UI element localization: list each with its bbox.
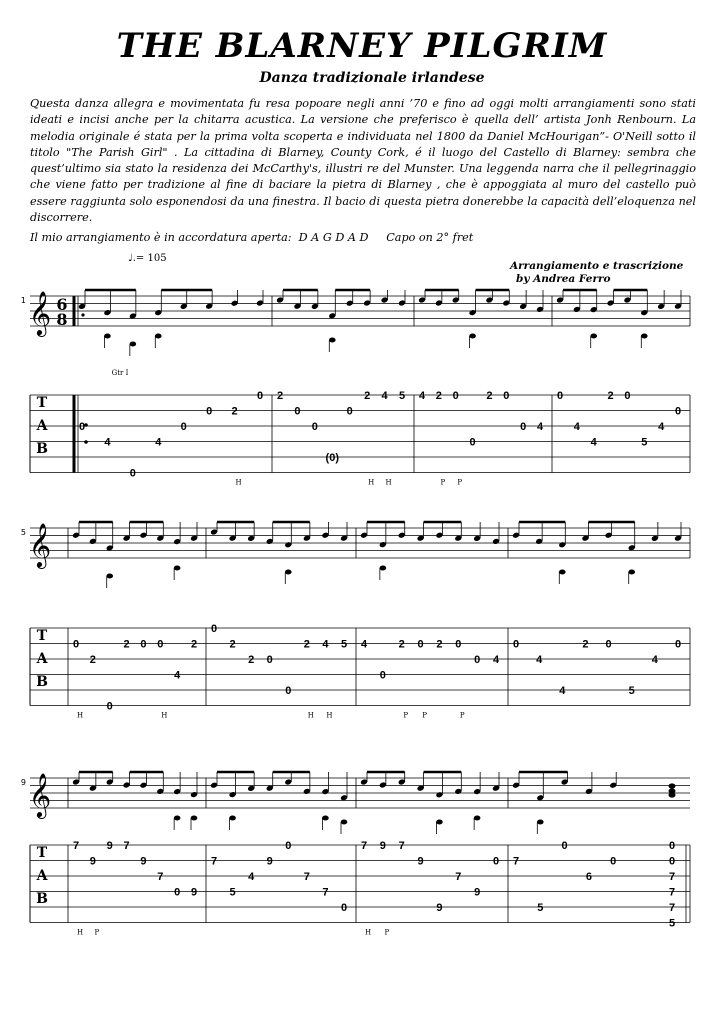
bass-note-head [559, 570, 566, 575]
tab-fret-number: 7 [512, 855, 520, 868]
credit-line-2: by Andrea Ferro [516, 273, 611, 285]
bass-note-head [641, 334, 648, 339]
technique-mark: P [440, 478, 446, 487]
bass-note-head [104, 334, 111, 339]
tab-fret-number: 7 [360, 840, 368, 852]
tab-fret-number: 4 [536, 654, 543, 666]
tab-fret-number: 5 [398, 390, 406, 402]
tab-fret-number: 0 [379, 669, 386, 682]
technique-mark: P [403, 711, 409, 720]
chord-fret-number: 5 [668, 917, 676, 930]
tab-fret-number: 4 [360, 638, 368, 651]
measure [512, 772, 675, 930]
measure [72, 772, 198, 937]
tab-fret-number: 2 [582, 638, 589, 651]
system-number: 1 [20, 296, 26, 305]
bass-note-head [341, 820, 348, 825]
chord-fret-number: 7 [668, 886, 676, 899]
chord-fret-number: 7 [668, 902, 676, 914]
tab-fret-number: 5 [537, 902, 544, 914]
repeat-dot [81, 313, 84, 316]
technique-mark: H [368, 478, 375, 487]
tab-fret-number: 2 [89, 654, 96, 666]
tab-fret-number: 5 [628, 685, 635, 697]
tab-fret-number: 4 [590, 436, 597, 449]
tab-fret-number: 4 [155, 436, 162, 449]
tab-fret-number: 2 [276, 390, 284, 402]
bass-note-head [285, 570, 292, 575]
bass-note-head [174, 566, 181, 571]
tab-fret-number: 7 [322, 886, 329, 899]
tab-letter-B: B [36, 441, 48, 457]
tab-fret-number: 9 [417, 855, 424, 868]
tab-fret-number: 2 [436, 638, 443, 651]
bass-note-head [174, 816, 181, 821]
tab-fret-number: 0 [180, 421, 187, 433]
treble-clef-icon: 𝄞 [28, 523, 52, 567]
chord-note-head [669, 792, 676, 797]
system-5 [21, 522, 690, 720]
tab-fret-number: 2 [398, 638, 405, 651]
bass-note-head [322, 816, 329, 821]
tab-fret-number: 0 [72, 638, 80, 651]
tab-letter-A: A [36, 651, 48, 667]
tab-fret-number: 0 [157, 638, 164, 651]
bass-note-head [229, 816, 236, 821]
technique-mark: H [235, 478, 242, 487]
system-9 [21, 772, 690, 937]
intro-paragraph: Questa danza allegra e movimentata fu resa popoare negli anni ’70 e fino ad oggi molti arrangiamenti sono stati ideati e incisi anche per la chitarra acustica. La versione che preferisco è quella dell’ artista Jonh Renbourn. La melodia originale é stata per la prima volta scoperta e individuata nel 1800 da Daniel McHourigan”- O'Neill sotto il titolo "The Parish Girl" . La cittadina di Blarney, County Cork, é il luogo del Castello di Blarney: sembra che quest’ultimo sia stato la residenza dei McCarthy's, illustri re del Munster. Una leggenda narra che il pellegrinaggio che viene fatto per tradizione al fine di baciare la pietra di Blarney , che è appoggiata al muro del castello può essere raggiunta solo esponendosi da una finestra. Il bacio di questa pietra donerebbe la capacità dell’eloquenza nel discorrere. [30, 97, 696, 225]
treble-clef-icon: 𝄞 [28, 291, 52, 335]
system-number: 5 [20, 528, 26, 537]
tab-fret-number: 0 [610, 855, 617, 868]
technique-mark: H [326, 711, 333, 720]
tab-fret-number: 0 [294, 405, 301, 418]
bass-note-head [590, 334, 597, 339]
repeat-dot [84, 440, 88, 444]
treble-clef-icon: 𝄞 [28, 773, 52, 817]
tab-fret-number: 0 [256, 390, 264, 402]
chord-note-head [669, 783, 676, 788]
tab-letter-T: T [36, 395, 48, 411]
tab-fret-number: 0 [129, 467, 136, 480]
tab-fret-number: 4 [322, 638, 329, 651]
bass-note-head [436, 820, 443, 825]
tab-fret-number: 0 [452, 390, 459, 402]
tempo-value: = 105 [135, 253, 167, 264]
tab-fret-number: 2 [435, 390, 442, 402]
tab-fret-number: 0 [674, 638, 682, 651]
chord-fret-number: 0 [668, 840, 676, 852]
tab-fret-number: 5 [229, 886, 236, 899]
tab-fret-number: 0 [346, 405, 353, 418]
measure [556, 290, 682, 449]
tab-fret-number: 0 [492, 855, 500, 868]
technique-mark: P [457, 478, 463, 487]
instrument-label: Gtr I [111, 369, 129, 377]
tab-fret-number: 7 [157, 871, 164, 883]
bass-note-head [106, 574, 113, 579]
chord-fret-number: 7 [668, 871, 676, 883]
bass-note-head [537, 820, 544, 825]
tab-fret-number: 4 [536, 421, 544, 433]
technique-mark: H [364, 928, 372, 937]
tab-fret-number: 2 [248, 654, 255, 666]
tab-fret-number: 0 [556, 390, 564, 402]
tab-fret-number: 4 [174, 669, 181, 682]
tab-fret-number: 7 [123, 840, 130, 852]
technique-mark: H [76, 928, 84, 937]
tab-fret-number: 7 [303, 871, 310, 883]
tab-fret-number: 0 [285, 840, 292, 852]
system-1 [21, 290, 690, 487]
technique-mark: P [94, 928, 100, 937]
tab-fret-number: 9 [190, 886, 198, 899]
technique-mark: P [422, 711, 427, 720]
bass-note-head [191, 816, 198, 821]
tab-fret-number: 9 [436, 902, 443, 914]
time-sig-bottom: 8 [56, 310, 68, 329]
tab-fret-number: 0 [605, 638, 612, 651]
tab-fret-number: 2 [190, 638, 198, 651]
page-title: THE BLARNEY PILGRIM [116, 26, 608, 66]
tab-fret-number: 4 [658, 421, 665, 433]
tab-fret-number: 4 [651, 654, 658, 666]
tab-fret-number: 4 [381, 390, 388, 402]
tab-fret-number: 4 [248, 871, 255, 883]
dotted-quarter-icon: ♩. [128, 253, 136, 264]
tab-fret-number: 0 [140, 638, 147, 651]
tab-fret-number: 0 [624, 390, 631, 402]
tab-fret-number: 0 [474, 654, 481, 666]
credit-line-1: Arrangiamento e trascrizione [510, 260, 684, 272]
tab-fret-number: 0 [561, 840, 568, 852]
tab-fret-number: 2 [607, 390, 614, 402]
tab-fret-number: 0 [469, 436, 476, 449]
technique-mark: P [384, 928, 390, 937]
bass-note-head [380, 566, 387, 571]
tab-fret-number: 0 [520, 421, 527, 433]
tab-letter-T: T [36, 628, 48, 644]
measure [360, 772, 500, 937]
technique-mark: H [161, 711, 168, 720]
tab-fret-number: 9 [89, 855, 96, 868]
tab-fret-number: 4 [559, 685, 566, 697]
tab-fret-number: 2 [231, 405, 238, 418]
bass-note-head [329, 338, 336, 343]
tab-fret-number: 0 [266, 654, 273, 666]
tab-fret-number: 2 [229, 638, 236, 651]
bass-note-head [155, 334, 162, 339]
tab-fret-number: 0 [340, 902, 348, 914]
tab-fret-number: 0 [512, 638, 520, 651]
tab-fret-number: 4 [573, 421, 580, 433]
tab-letter-B: B [36, 674, 48, 690]
tab-fret-number: 0 [674, 405, 682, 418]
technique-mark: H [76, 711, 84, 720]
tab-fret-number: 0 [174, 886, 181, 899]
tuning-line: Il mio arrangiamento è in accordatura aperta: D A G D A D Capo on 2° fret [30, 231, 474, 244]
bass-note-head [130, 342, 137, 347]
tab-letter-A: A [36, 418, 48, 434]
tab-fret-number: 0 [206, 405, 213, 418]
time-sig-top: 6 [56, 295, 68, 314]
technique-mark: H [307, 711, 314, 720]
tab-fret-number: 6 [585, 871, 592, 883]
technique-mark: H [385, 478, 392, 487]
tab-fret-number: 0 [285, 685, 292, 697]
tab-letter-B: B [36, 891, 48, 907]
tab-fret-number: 9 [474, 886, 481, 899]
tab-fret-number: 0 [417, 638, 424, 651]
bass-note-head [474, 816, 481, 821]
technique-mark: P [459, 711, 465, 720]
tab-fret-number: 9 [140, 855, 147, 868]
tab-fret-number: 9 [379, 840, 386, 852]
tab-fret-number: 0 [210, 623, 218, 635]
tab-letter-A: A [36, 868, 48, 884]
system-number: 9 [20, 778, 26, 787]
tab-fret-number: 0 [311, 421, 318, 433]
tab-fret-number: 7 [210, 855, 218, 868]
tab-letter-T: T [36, 845, 48, 861]
tab-fret-number: 4 [492, 654, 500, 666]
tab-fret-number: 2 [123, 638, 130, 651]
tab-fret-number: 9 [106, 840, 113, 852]
tab-fret-number: 2 [303, 638, 310, 651]
tab-fret-number: 2 [364, 390, 371, 402]
tab-fret-number: 5 [340, 638, 348, 651]
measure [512, 522, 682, 697]
tab-fret-number: 9 [266, 855, 273, 868]
bass-note-head [628, 570, 635, 575]
tab-fret-number: 0 [455, 638, 462, 651]
bass-note-head [469, 334, 476, 339]
tab-fret-number: 7 [398, 840, 405, 852]
tab-fret-number: 0 [78, 421, 86, 433]
chord-fret-number: 0 [668, 855, 676, 868]
tab-fret-number: 2 [486, 390, 493, 402]
tab-fret-number: 0 [106, 700, 113, 713]
tab-fret-number: 4 [104, 436, 111, 449]
page-subtitle: Danza tradizionale irlandese [259, 70, 485, 86]
tab-fret-number: 4 [418, 390, 426, 402]
tab-fret-number: 7 [72, 840, 80, 852]
tab-fret-number: 0 [503, 390, 510, 402]
tab-fret-number: 5 [641, 436, 648, 449]
tab-fret-number: 7 [455, 871, 462, 883]
tab-fret-number: (0) [325, 452, 340, 464]
